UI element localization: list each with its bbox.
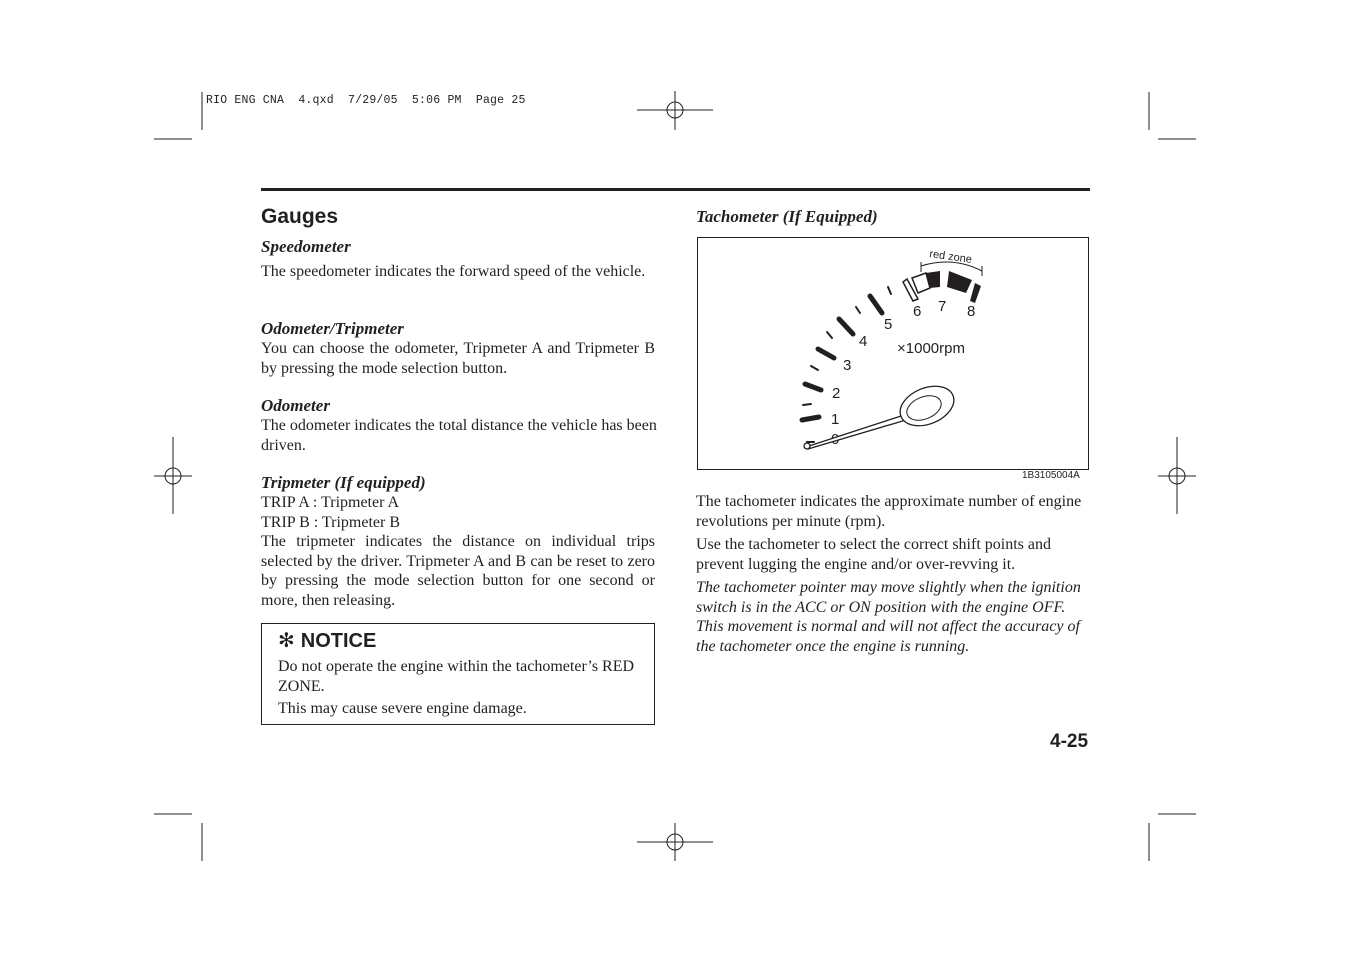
registration-mark-top [637, 91, 713, 130]
notice-star-icon: ✻ [278, 630, 295, 652]
notice-line-1: Do not operate the engine within the tachometer’s RED ZONE. [278, 658, 635, 695]
tachometer-para-3: The tachometer pointer may move slightly when the ignition switch is in the ACC or ON position with the engine OFF. This movement is normal and will not affect the accuracy of the tachometer once the engine is running. [696, 579, 1081, 655]
header-rule [261, 188, 1090, 191]
speedometer-heading: Speedometer [261, 237, 351, 256]
rpm-unit-label: ×1000rpm [897, 340, 965, 357]
notice-line-2: This may cause severe engine damage. [278, 700, 527, 717]
trip-b-line: TRIP B : Tripmeter B [261, 514, 400, 531]
odometer-heading: Odometer [261, 396, 330, 415]
scale-number-8: 8 [967, 303, 976, 320]
odometer-text: The odometer indicates the total distance the vehicle has been driven. [261, 417, 657, 454]
scale-number-2: 2 [832, 385, 841, 402]
tachometer-heading: Tachometer (If Equipped) [696, 207, 878, 226]
odometer-tripmeter-heading: Odometer/Tripmeter [261, 319, 404, 338]
tachometer-diagram [698, 238, 1088, 469]
scale-number-3: 3 [843, 357, 852, 374]
scale-number-1: 1 [831, 411, 840, 428]
registration-mark-left [154, 437, 192, 514]
tachometer-para-2: Use the tachometer to select the correct shift points and prevent lugging the engine and/or over-revving it. [696, 536, 1051, 573]
tachometer-needle [804, 379, 960, 449]
scale-number-4: 4 [859, 333, 868, 350]
trip-a-line: TRIP A : Tripmeter A [261, 494, 400, 511]
notice-box [261, 623, 655, 725]
notice-title [278, 628, 376, 653]
print-slug: RIO ENG CNA 4.qxd 7/29/05 5:06 PM Page 25 [206, 94, 526, 107]
tripmeter-text: The tripmeter indicates the distance on individual trips selected by the driver. Tripmeter A and B can be reset to zero by pressing the mode selection button for one second or more, then releasing. [261, 533, 655, 609]
tachometer-para-1: The tachometer indicates the approximate number of engine revolutions per minute (rpm). [696, 493, 1082, 530]
scale-number-7: 7 [938, 298, 947, 315]
registration-mark-right [1158, 437, 1196, 514]
page-title: Gauges [261, 205, 339, 228]
notice-title-text: NOTICE [300, 630, 377, 652]
scale-number-5: 5 [884, 316, 893, 333]
page-number: 4-25 [1050, 731, 1089, 752]
scale-number-6: 6 [913, 303, 922, 320]
tripmeter-heading: Tripmeter (If equipped) [261, 473, 426, 492]
figure-code: 1B3105004A [1022, 470, 1080, 481]
speedometer-text: The speedometer indicates the forward speed of the vehicle. [261, 263, 646, 280]
odometer-tripmeter-text: You can choose the odometer, Tripmeter A and Tripmeter B by pressing the mode selection button. [261, 340, 655, 377]
registration-mark-bottom [637, 823, 713, 861]
tachometer-figure [697, 237, 1089, 470]
red-zone-label: red zone [928, 248, 973, 266]
